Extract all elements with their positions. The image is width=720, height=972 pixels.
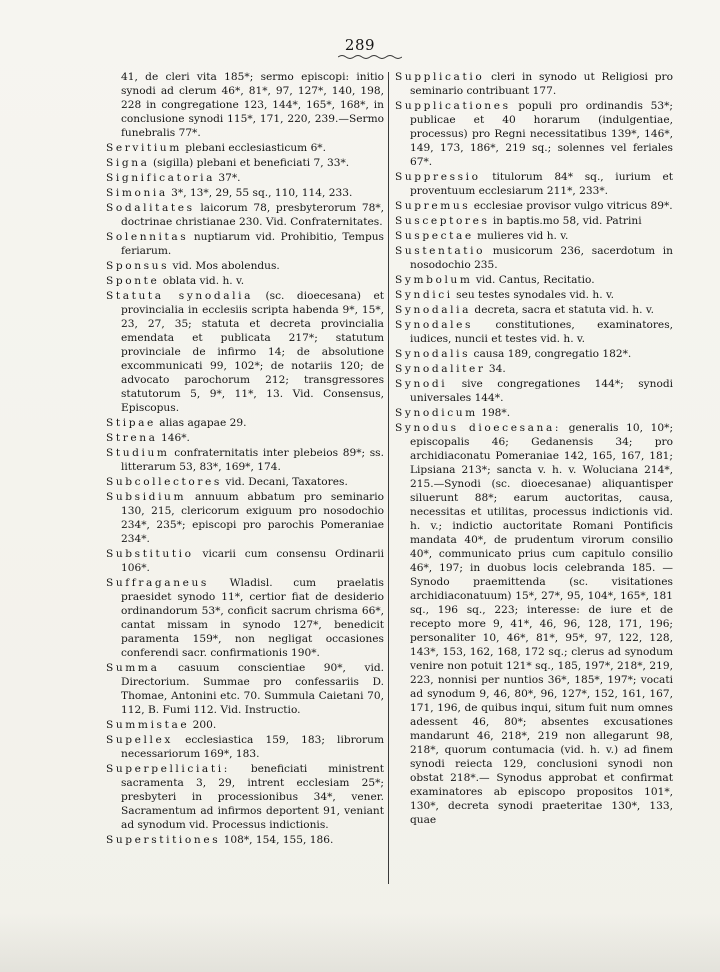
index-entry — [106, 70, 384, 140]
index-entry-text: ecclesiae provisor vulgo vitricus 89*. — [473, 200, 673, 212]
index-headword: Supplicationes — [395, 100, 511, 112]
index-entry — [106, 733, 384, 761]
index-entry — [106, 230, 384, 258]
index-entry-text: decreta, sacra et statuta vid. h. v. — [474, 304, 654, 316]
index-entry — [395, 214, 673, 228]
index-entry — [395, 288, 673, 302]
index-entry-text: (sigilla) plebani et beneficiati 7, 33*. — [152, 157, 350, 169]
index-entry-text: oblata vid. h. v. — [162, 275, 245, 287]
index-entry-text: in baptis.mo 58, vid. Patrini — [492, 215, 642, 227]
index-entry-text: generalis 10, 10*; episcopalis 46; Gedanensis 34; pro archidiaconatu Pomeraniae 142, 165, 167, 181; Lipsiana 213*; sancta v. h. v. Woluciana 214*, 215.—Synodi (sc. dioecesanae) aliquantisper siluerunt 88*; earum auctoritas, causa, necessitas et utilitas, processus indictionis vid. h. v.; indictio auctoritate Romani Pontificis mandata 40*, de prudentum virorum consilio 40*, communicato prius cum capitulo consilio 46*, 197; in duobus locis celebranda 185. — Synodo praemittenda (sc. visitationes archidiaconatuum) 15*, 27*, 95, 104*, 165*, 181 sq., 196 sq., 223; interesse: de iure et de recepto more 9, 41*, 46, 96, 128, 171, 196; personaliter 10, 46*, 81*, 95*, 97, 122, 128, 143*, 153, 162, 168, 172 sq.; clerus ad synodum venire non potuit 121* sq., 185, 197*, 218*, 219, 223, nonnisi per nuntios 36*, 185*, 197*; vocati ad synodum 9, 46, 80*, 96, 127*, 152, 161, 167, 171, 196, de quibus inqui, situm fuit num omnes adessent 46, 80*; absentes excusationes mandarunt 46, 218*, 219 non allegarunt 98, 218*, quorum contumacia (vid. h. v.) ad finem synodi reiecta 129, conclusioni synodi non obstat 218*.— Synodus approbat et confirmat examinatores ab episcopo propositos 101*, 130*, decreta synodi praeteritae 130*, 133, quae — [410, 422, 674, 826]
index-entry — [106, 547, 384, 575]
index-entry — [106, 201, 384, 229]
index-entry — [395, 362, 673, 376]
index-entry — [106, 171, 384, 185]
index-entry-text: vid. Decani, Taxatores. — [225, 476, 348, 488]
index-entry-text: vid. Cantus, Recitatio. — [475, 274, 595, 286]
index-entry — [106, 661, 384, 717]
index-entry — [106, 156, 384, 170]
index-headword: Summistae — [106, 719, 190, 731]
index-headword: Sodalitates — [106, 202, 195, 214]
index-entry-text: 34. — [488, 363, 506, 375]
index-headword: Statuta synodalia — [106, 290, 254, 302]
index-entry-text: ecclesiastica 159, 183; librorum necessariorum 169*, 183. — [121, 734, 384, 760]
index-headword: Synodales — [395, 319, 474, 331]
index-entry-text: 37*. — [218, 172, 241, 184]
index-headword: Synodi — [395, 378, 448, 390]
index-headword: Supellex — [106, 734, 173, 746]
index-entry — [106, 490, 384, 546]
index-entry-text: 41, de cleri vita 185*; sermo episcopi: initio synodi ad clerum 46*, 81*, 97, 127*, 140, 198, 228 in congregatione 123, 144*, 165*, 168*, in conclusione synodi 115*, 171, 220, 239.—Sermo funebralis 77*. — [121, 71, 384, 139]
index-entry-text: nuptiarum vid. Prohibitio, Tempus feriarum. — [121, 231, 384, 257]
page-number: 289 — [344, 36, 376, 54]
index-headword: Solennitas — [106, 231, 189, 243]
index-entry — [395, 99, 673, 169]
index-entry — [106, 259, 384, 273]
index-entry-text: alias agapae 29. — [159, 417, 247, 429]
index-headword: Superstitiones — [106, 834, 221, 846]
index-entry — [106, 475, 384, 489]
index-entry-text: 146*. — [160, 432, 190, 444]
index-headword: Synodalia — [395, 304, 472, 316]
index-entry-text: titulorum 84* sq., iurium et proventuum ecclesiarum 211*, 233*. — [410, 171, 673, 197]
index-entry-text: beneficiati ministrent sacramenta 3, 29, intrent ecclesiam 25*; presbyteri in processionibus 34*, vener. Sacramentum ad infirmos deportent 91, veniant ad synodum vid. Processus indictionis. — [121, 763, 384, 831]
index-headword: Synodus dioecesana: — [395, 422, 562, 434]
wavy-rule-ornament — [338, 54, 402, 60]
index-headword: Superpelliciati: — [106, 763, 230, 775]
index-entry-text: populi pro ordinandis 53*; publicae et 40 horarum (indulgentiae, processus) pro Regni necessitatibus 139*, 146*, 149, 173, 186*, 219 sq.; solennes vel feriales 67*. — [410, 100, 673, 168]
index-entry-text: cleri in synodo ut Religiosi pro seminario contribuant 177. — [410, 71, 673, 97]
index-headword: Syndici — [395, 289, 453, 301]
index-entry — [106, 141, 384, 155]
index-entry — [395, 229, 673, 243]
index-entry-text: 3*, 13*, 29, 55 sq., 110, 114, 233. — [171, 187, 353, 199]
index-headword: Studium — [106, 447, 170, 459]
index-entry-text: 198*. — [481, 407, 511, 419]
column-divider — [388, 72, 389, 884]
index-entry-text: plebani ecclesiasticum 6*. — [185, 142, 326, 154]
index-entry — [106, 416, 384, 430]
index-entry — [395, 199, 673, 213]
index-headword: Simonia — [106, 187, 168, 199]
index-headword: Sponte — [106, 275, 160, 287]
index-entry — [106, 446, 384, 474]
index-headword: Synodaliter — [395, 363, 486, 375]
index-entry-text: casuum conscientiae 90*, vid. Directorium. Summae pro confessariis D. Thomae, Antonini etc. 70. Summula Caietani 70, 112, B. Fumi 112. Vid. Instructio. — [121, 662, 384, 716]
index-entry — [395, 303, 673, 317]
index-column-left — [106, 70, 384, 848]
index-headword: Supplicatio — [395, 71, 485, 83]
index-headword: Sustentatio — [395, 245, 486, 257]
index-entry — [395, 347, 673, 361]
index-entry — [395, 377, 673, 405]
index-entry-text: laicorum 78, presbyterorum 78*, doctrinae christianae 230. Vid. Confraternitates. — [121, 202, 384, 228]
index-entry — [395, 70, 673, 98]
index-entry-text: musicorum 236, sacerdotum in nosodochio 235. — [410, 245, 673, 271]
index-entry-text: sive congregationes 144*; synodi universales 144*. — [410, 378, 673, 404]
index-entry — [106, 833, 384, 847]
index-entry — [395, 244, 673, 272]
index-headword: Subsidium — [106, 491, 187, 503]
index-entry-text: vicarii cum consensu Ordinarii 106*. — [121, 548, 385, 574]
index-headword: Suspectae — [395, 230, 474, 242]
index-headword: Summa — [106, 662, 160, 674]
index-entry-text: (sc. dioecesana) et provincialia in ecclesiis scripta habenda 9*, 15*, 23, 27, 35; statuta et decreta provincialia emendata et publicata 217*; statutum provinciale de infirmo 14; de absolutione excommunicati 99, 102*; de notariis 120; de advocato parochorum 212; transgressores statutorum 5, 9*, 11*, 13. Vid. Consensus, Episcopus. — [121, 290, 384, 414]
index-entry — [395, 273, 673, 287]
index-headword: Synodalis — [395, 348, 471, 360]
index-entry-text: mulieres vid h. v. — [477, 230, 569, 242]
index-entry-text: causa 189, congregatio 182*. — [473, 348, 632, 360]
index-headword: Synodicum — [395, 407, 478, 419]
index-entry-text: Wladisl. cum praelatis praesidet synodo 11*, certior fiat de desiderio ordinandorum 53*, conficit sacrum chrisma 66*, cantat missam in synodo 127*, benedicit paramenta 159*, non negligat occasiones conferendi sacr. confirmationis 190*. — [121, 577, 384, 659]
index-entry — [106, 718, 384, 732]
scan-shadow — [0, 912, 720, 972]
index-entry — [395, 421, 673, 827]
index-entry — [395, 170, 673, 198]
index-headword: Susceptores — [395, 215, 490, 227]
index-entry — [106, 289, 384, 415]
index-entry-text: 200. — [192, 719, 217, 731]
index-entry — [106, 274, 384, 288]
index-headword: Subcollectores — [106, 476, 222, 488]
index-headword: Supremus — [395, 200, 471, 212]
index-entry — [106, 431, 384, 445]
index-headword: Suppressio — [395, 171, 481, 183]
index-headword: Significatoria — [106, 172, 215, 184]
index-headword: Symbolum — [395, 274, 473, 286]
index-entry-text: seu testes synodales vid. h. v. — [456, 289, 615, 301]
index-headword: Sponsus — [106, 260, 170, 272]
index-entry — [395, 406, 673, 420]
index-entry — [106, 576, 384, 660]
index-entry — [106, 186, 384, 200]
index-entry-text: 108*, 154, 155, 186. — [223, 834, 334, 846]
index-entry-text: constitutiones, examinatores, iudices, nuncii et testes vid. h. v. — [410, 319, 673, 345]
index-headword: Signa — [106, 157, 150, 169]
index-headword: Suffraganeus — [106, 577, 209, 589]
index-column-right — [395, 70, 673, 828]
index-entry-text: vid. Mos abolendus. — [172, 260, 280, 272]
index-entry — [106, 762, 384, 832]
index-entry — [395, 318, 673, 346]
index-headword: Substitutio — [106, 548, 194, 560]
index-headword: Stipae — [106, 417, 156, 429]
index-entry-text: annuum abbatum pro seminario 130, 215, clericorum exiguum pro nosodochio 234*, 235*; episcopi pro parochis Pomeraniae 234*. — [121, 491, 384, 545]
index-headword: Servitium — [106, 142, 182, 154]
index-headword: Strena — [106, 432, 158, 444]
index-entry-text: confraternitatis inter plebeios 89*; ss. litterarum 53, 83*, 169*, 174. — [121, 447, 384, 473]
